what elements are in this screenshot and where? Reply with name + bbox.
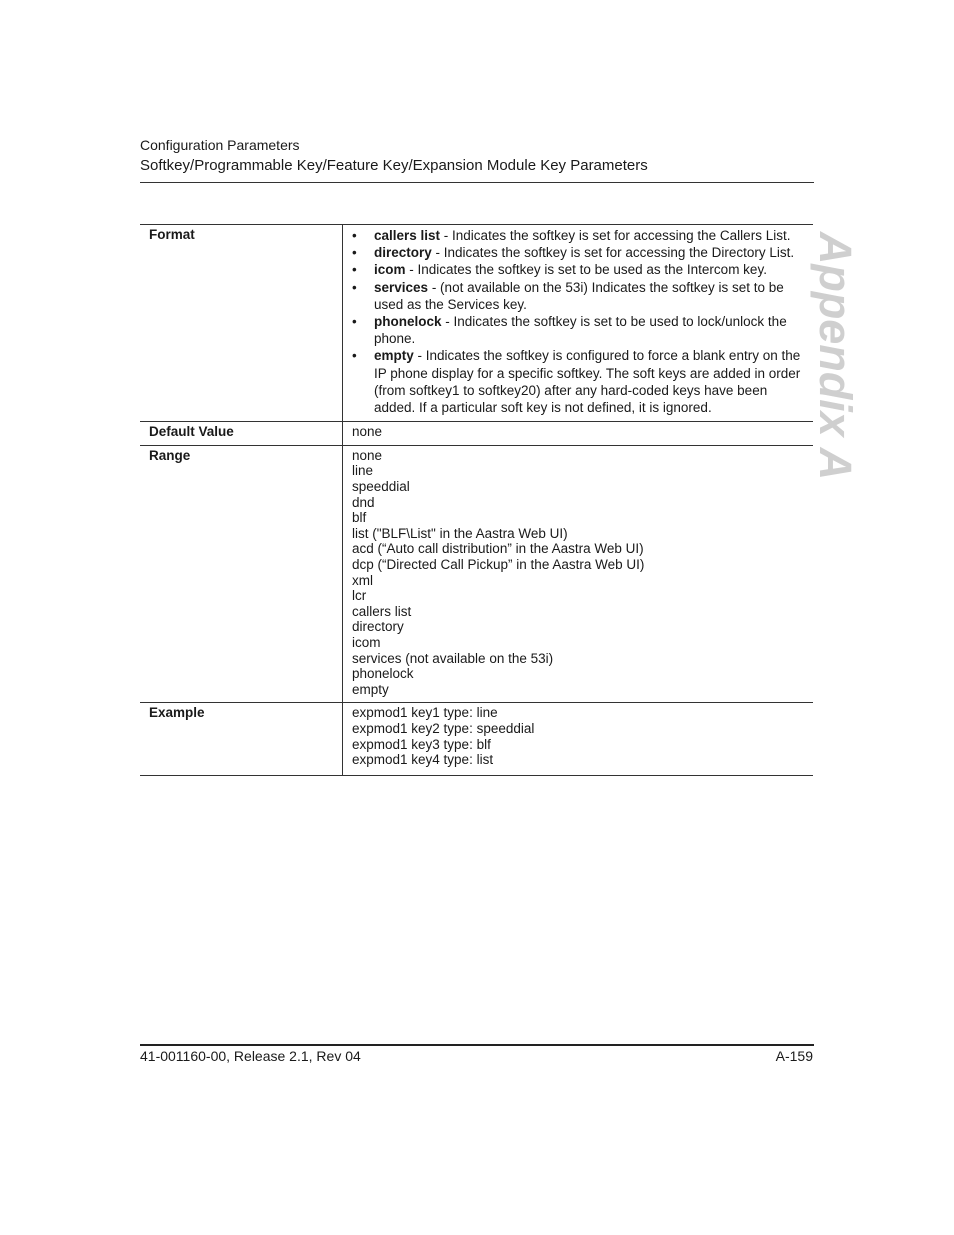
range-item: none [352, 447, 383, 463]
header-section: Configuration Parameters [140, 137, 300, 153]
list-item: • phonelock - Indicates the softkey is set to be used to lock/unlock the phone. [352, 314, 787, 347]
range-item: phonelock [352, 666, 414, 682]
range-row [140, 445, 813, 703]
range-item: dnd [352, 494, 375, 510]
page-title: Softkey/Programmable Key/Feature Key/Expansion Module Key Parameters [140, 157, 648, 174]
footer-doc-id: 41-001160-00, Release 2.1, Rev 04 [140, 1048, 361, 1064]
example-item: expmod1 key2 type: speeddial [352, 720, 535, 736]
range-item: lcr [352, 588, 367, 604]
list-item: • services - (not available on the 53i) Indicates the softkey is set to be used as the Services key. [352, 279, 784, 312]
list-item: • callers list - Indicates the softkey is set for accessing the Callers List. [352, 228, 791, 243]
list-item: • icom - Indicates the softkey is set to be used as the Intercom key. [352, 262, 767, 278]
range-item: callers list [352, 603, 412, 619]
footer-divider [140, 1044, 814, 1046]
format-row [140, 225, 813, 422]
range-item: icom [352, 634, 381, 650]
range-item: speeddial [352, 479, 410, 495]
range-item: line [352, 463, 374, 479]
range-item: empty [352, 681, 389, 697]
example-row [140, 703, 813, 775]
list-item: • empty - Indicates the softkey is configured to force a blank entry on the IP phone display for a specific softkey. The soft keys are added in order (from softkey1 to softkey20) after any hard-coded keys have been added. If a particular soft key is not defined, it is ignored. [352, 348, 801, 416]
range-label: Range [140, 445, 343, 703]
example-item: expmod1 key4 type: list [352, 752, 494, 768]
default-value: none [343, 422, 814, 446]
range-values [343, 445, 814, 703]
footer-page-number: A-159 [775, 1048, 813, 1064]
list-item: • directory - Indicates the softkey is set for accessing the Directory List. [352, 245, 795, 261]
header-divider [140, 182, 814, 183]
default-value-label: Default Value [140, 422, 343, 446]
example-item: expmod1 key3 type: blf [352, 736, 491, 752]
range-item: services (not available on the 53i) [352, 650, 554, 666]
range-item: xml [352, 572, 373, 588]
format-value [343, 225, 814, 422]
range-item: list ("BLF\List" in the Aastra Web UI) [352, 525, 568, 541]
format-label: Format [140, 225, 343, 422]
range-item: dcp (“Directed Call Pickup” in the Aastra Web UI) [352, 556, 645, 572]
appendix-side-tab-label: Appendix A [810, 231, 861, 481]
example-label: Example [140, 703, 343, 775]
parameter-table [140, 224, 813, 776]
range-item: directory [352, 619, 404, 635]
default-value-row [140, 422, 813, 446]
example-values [343, 703, 814, 775]
example-item: expmod1 key1 type: line [352, 705, 498, 721]
range-item: blf [352, 510, 367, 526]
appendix-side-tab [805, 231, 865, 481]
range-item: acd (“Auto call distribution” in the Aastra Web UI) [352, 541, 644, 557]
